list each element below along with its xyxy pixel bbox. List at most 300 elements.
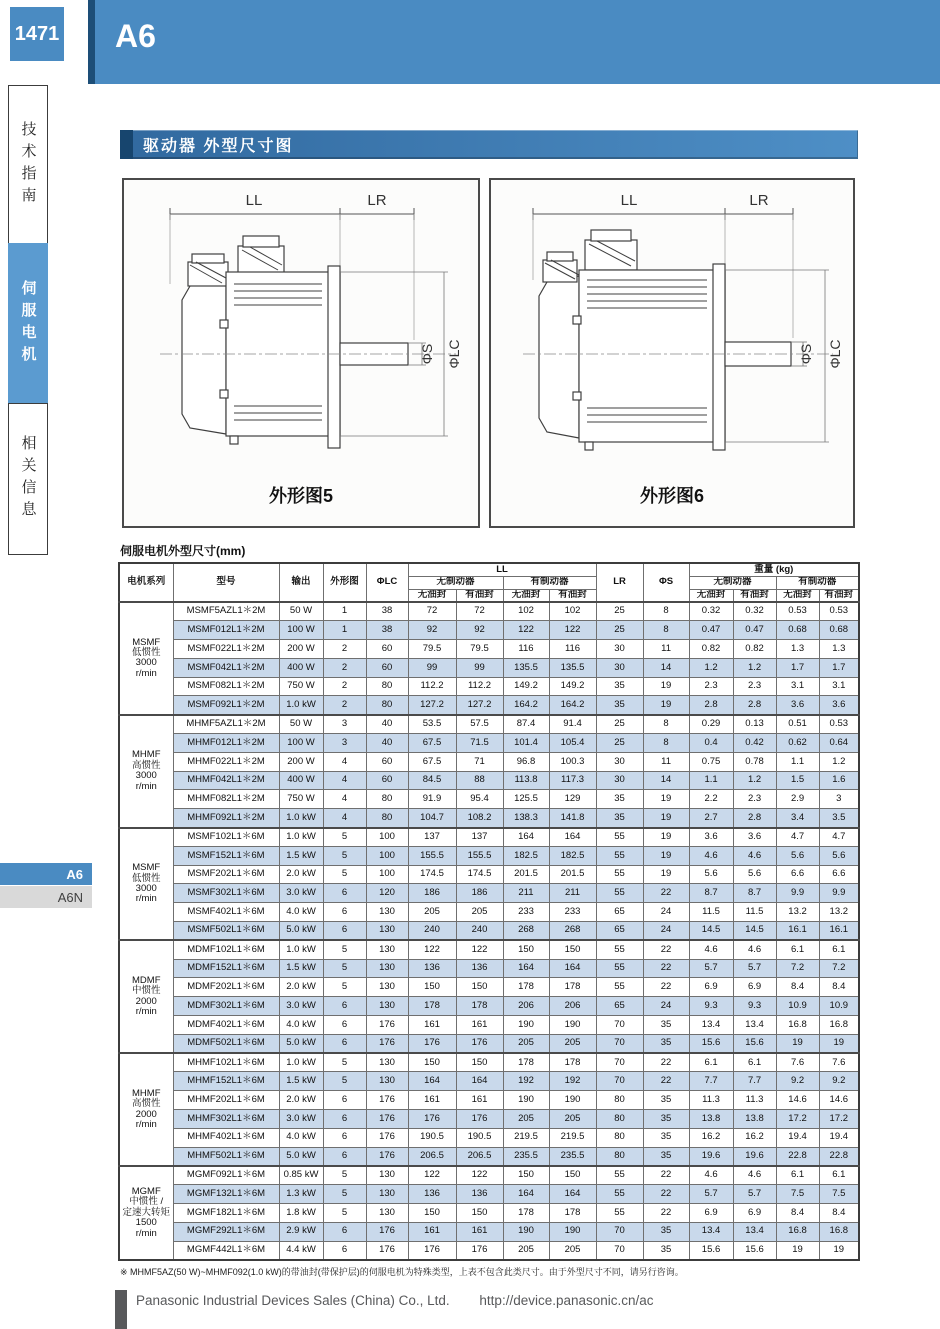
value-cell: 200 W [279, 640, 323, 659]
value-cell: 9.2 [776, 1072, 819, 1091]
value-cell: 6.6 [819, 865, 859, 884]
value-cell: 3.1 [776, 677, 819, 696]
model-cell: MGMF442L1＊6M [173, 1241, 279, 1260]
value-cell: 2.2 [689, 790, 733, 809]
value-cell: 176 [366, 1128, 408, 1147]
tab-a6n[interactable] [0, 886, 92, 908]
value-cell: 22 [643, 1185, 689, 1204]
value-cell: 2.0 kW [279, 978, 323, 997]
value-cell: 116 [503, 640, 549, 659]
model-cell: MHMF042L1＊2M [173, 771, 279, 790]
table-row [119, 959, 859, 978]
value-cell: 137 [456, 828, 503, 847]
value-cell: 182.5 [503, 846, 549, 865]
sidebar-item-related-info[interactable] [8, 403, 48, 555]
value-cell: 6.1 [689, 1053, 733, 1072]
value-cell: 5 [323, 1072, 366, 1091]
col-header-no-seal: 无油封 [689, 589, 733, 602]
value-cell: 127.2 [408, 696, 456, 715]
value-cell: 164 [549, 828, 596, 847]
value-cell: 178 [503, 978, 549, 997]
sidebar-item-label: 技术指南 [19, 121, 37, 209]
value-cell: 35 [643, 1222, 689, 1241]
value-cell: 4.7 [819, 828, 859, 847]
dim-label-lr: LR [367, 192, 387, 209]
value-cell: 1.0 kW [279, 809, 323, 828]
model-cell: MSMF202L1＊6M [173, 865, 279, 884]
value-cell: 55 [596, 978, 643, 997]
sidebar-item-tech-guide[interactable] [8, 85, 48, 245]
value-cell: 4 [323, 752, 366, 771]
value-cell: 161 [456, 1016, 503, 1035]
value-cell: 8.7 [689, 884, 733, 903]
table-row [119, 1166, 859, 1185]
value-cell: 176 [456, 1034, 503, 1053]
value-cell: 0.64 [819, 734, 859, 753]
value-cell: 91.4 [549, 715, 596, 734]
value-cell: 0.47 [733, 621, 776, 640]
value-cell: 6 [323, 1091, 366, 1110]
table-row [119, 1034, 859, 1053]
value-cell: 6.9 [689, 978, 733, 997]
value-cell: 6 [323, 1241, 366, 1260]
value-cell: 0.75 [689, 752, 733, 771]
value-cell: 130 [366, 1166, 408, 1185]
value-cell: 4.0 kW [279, 1016, 323, 1035]
value-cell: 108.2 [456, 809, 503, 828]
value-cell: 150 [456, 1204, 503, 1223]
value-cell: 24 [643, 922, 689, 941]
model-cell: MHMF102L1＊6M [173, 1053, 279, 1072]
value-cell: 70 [596, 1241, 643, 1260]
value-cell: 1.0 kW [279, 1053, 323, 1072]
footer-company: Panasonic Industrial Devices Sales (China) Co., Ltd. [136, 1293, 450, 1308]
value-cell: 16.2 [689, 1128, 733, 1147]
value-cell: 13.4 [733, 1222, 776, 1241]
value-cell: 1.3 kW [279, 1185, 323, 1204]
value-cell: 105.4 [549, 734, 596, 753]
value-cell: 5.0 kW [279, 1147, 323, 1166]
value-cell: 14 [643, 658, 689, 677]
value-cell: 2 [323, 640, 366, 659]
dim-label-phi-lc: ΦLC [446, 339, 462, 369]
value-cell: 2 [323, 658, 366, 677]
value-cell: 205 [503, 1110, 549, 1129]
value-cell: 190 [549, 1222, 596, 1241]
value-cell: 55 [596, 846, 643, 865]
value-cell: 122 [503, 621, 549, 640]
col-header-with-seal: 有油封 [456, 589, 503, 602]
value-cell: 268 [503, 922, 549, 941]
value-cell: 72 [456, 602, 503, 621]
value-cell: 2.9 [776, 790, 819, 809]
value-cell: 80 [366, 677, 408, 696]
value-cell: 164 [549, 1185, 596, 1204]
value-cell: 0.32 [733, 602, 776, 621]
tab-a6[interactable] [0, 863, 92, 885]
value-cell: 5.6 [776, 846, 819, 865]
table-row [119, 602, 859, 621]
value-cell: 102 [503, 602, 549, 621]
value-cell: 201.5 [549, 865, 596, 884]
model-cell: MSMF022L1＊2M [173, 640, 279, 659]
value-cell: 50 W [279, 602, 323, 621]
dimensions-table-wrapper [118, 562, 858, 1261]
value-cell: 8.4 [776, 1204, 819, 1223]
value-cell: 117.3 [549, 771, 596, 790]
value-cell: 2 [323, 677, 366, 696]
value-cell: 35 [643, 1241, 689, 1260]
masthead-divider [88, 0, 95, 84]
value-cell: 1.8 kW [279, 1204, 323, 1223]
value-cell: 16.8 [776, 1222, 819, 1241]
col-header-with-seal: 有油封 [549, 589, 596, 602]
figure-caption: 外形图5 [268, 486, 333, 506]
table-row [119, 752, 859, 771]
value-cell: 0.32 [689, 602, 733, 621]
value-cell: 190 [503, 1016, 549, 1035]
value-cell: 5.6 [733, 865, 776, 884]
value-cell: 235.5 [549, 1147, 596, 1166]
value-cell: 5 [323, 1185, 366, 1204]
value-cell: 5.7 [689, 1185, 733, 1204]
dim-label-ll: LL [620, 192, 638, 209]
value-cell: 164 [503, 1185, 549, 1204]
table-row [119, 677, 859, 696]
tab-label: A6N [57, 889, 83, 905]
value-cell: 3.0 kW [279, 884, 323, 903]
value-cell: 174.5 [456, 865, 503, 884]
value-cell: 6 [323, 1016, 366, 1035]
value-cell: 7.6 [776, 1053, 819, 1072]
table-row [119, 1091, 859, 1110]
value-cell: 5.7 [733, 959, 776, 978]
value-cell: 102 [549, 602, 596, 621]
value-cell: 19 [819, 1034, 859, 1053]
value-cell: 2.7 [689, 809, 733, 828]
model-cell: MDMF202L1＊6M [173, 978, 279, 997]
model-cell: MHMF302L1＊6M [173, 1110, 279, 1129]
value-cell: 122 [456, 1166, 503, 1185]
value-cell: 95.4 [456, 790, 503, 809]
section-header [120, 130, 858, 159]
series-title: A6 [115, 18, 156, 54]
value-cell: 164.2 [503, 696, 549, 715]
value-cell: 3.6 [689, 828, 733, 847]
model-cell: MHMF152L1＊6M [173, 1072, 279, 1091]
value-cell: 55 [596, 1185, 643, 1204]
value-cell: 205 [549, 1110, 596, 1129]
value-cell: 3 [323, 715, 366, 734]
value-cell: 8 [643, 602, 689, 621]
value-cell: 38 [366, 621, 408, 640]
table-row [119, 715, 859, 734]
value-cell: 8.7 [733, 884, 776, 903]
value-cell: 2.8 [733, 696, 776, 715]
value-cell: 80 [366, 809, 408, 828]
value-cell: 14.5 [689, 922, 733, 941]
value-cell: 0.68 [776, 621, 819, 640]
value-cell: 100 W [279, 621, 323, 640]
value-cell: 130 [366, 978, 408, 997]
value-cell: 57.5 [456, 715, 503, 734]
value-cell: 1.5 kW [279, 846, 323, 865]
value-cell: 2.0 kW [279, 865, 323, 884]
value-cell: 70 [596, 1053, 643, 1072]
masthead [95, 0, 940, 84]
value-cell: 96.8 [503, 752, 549, 771]
value-cell: 130 [366, 1185, 408, 1204]
table-row [119, 771, 859, 790]
value-cell: 233 [503, 903, 549, 922]
value-cell: 190 [503, 1091, 549, 1110]
value-cell: 206 [503, 997, 549, 1016]
value-cell: 5.6 [689, 865, 733, 884]
value-cell: 70 [596, 1072, 643, 1091]
value-cell: 19.6 [689, 1147, 733, 1166]
value-cell: 9.3 [733, 997, 776, 1016]
value-cell: 135.5 [549, 658, 596, 677]
value-cell: 35 [596, 809, 643, 828]
model-cell: MHMF022L1＊2M [173, 752, 279, 771]
value-cell: 4.6 [733, 940, 776, 959]
table-title: 伺服电机外型尺寸(mm) [120, 544, 246, 558]
model-cell: MHMF502L1＊6M [173, 1147, 279, 1166]
value-cell: 4.0 kW [279, 1128, 323, 1147]
value-cell: 400 W [279, 658, 323, 677]
table-row [119, 1128, 859, 1147]
value-cell: 192 [549, 1072, 596, 1091]
value-cell: 11.3 [689, 1091, 733, 1110]
value-cell: 8 [643, 734, 689, 753]
value-cell: 125.5 [503, 790, 549, 809]
value-cell: 16.2 [733, 1128, 776, 1147]
value-cell: 150 [456, 1053, 503, 1072]
value-cell: 80 [596, 1110, 643, 1129]
value-cell: 11 [643, 752, 689, 771]
value-cell: 112.2 [408, 677, 456, 696]
value-cell: 164 [408, 1072, 456, 1091]
value-cell: 1.5 kW [279, 1072, 323, 1091]
value-cell: 190 [549, 1016, 596, 1035]
value-cell: 19 [643, 865, 689, 884]
value-cell: 0.62 [776, 734, 819, 753]
value-cell: 35 [643, 1091, 689, 1110]
value-cell: 13.8 [689, 1110, 733, 1129]
value-cell: 60 [366, 658, 408, 677]
value-cell: 122 [408, 1166, 456, 1185]
value-cell: 164 [549, 959, 596, 978]
value-cell: 100.3 [549, 752, 596, 771]
footer-accent-bar [115, 1290, 127, 1329]
model-cell: MHMF202L1＊6M [173, 1091, 279, 1110]
value-cell: 4.6 [689, 846, 733, 865]
value-cell: 0.42 [733, 734, 776, 753]
value-cell: 19 [643, 846, 689, 865]
value-cell: 1.0 kW [279, 940, 323, 959]
value-cell: 176 [408, 1241, 456, 1260]
value-cell: 1.1 [776, 752, 819, 771]
value-cell: 13.8 [733, 1110, 776, 1129]
value-cell: 129 [549, 790, 596, 809]
value-cell: 80 [596, 1147, 643, 1166]
value-cell: 200 W [279, 752, 323, 771]
model-cell: MGMF092L1＊6M [173, 1166, 279, 1185]
dim-label-phi-lc: ΦLC [827, 339, 843, 369]
value-cell: 155.5 [408, 846, 456, 865]
value-cell: 60 [366, 752, 408, 771]
value-cell: 65 [596, 903, 643, 922]
value-cell: 176 [408, 1034, 456, 1053]
series-cell: MHMF 高惯性 2000 r/min [119, 1053, 173, 1166]
figure-caption: 外形图6 [639, 486, 704, 506]
value-cell: 4.6 [733, 846, 776, 865]
sidebar-item-label: 相关信息 [19, 435, 37, 523]
value-cell: 6 [323, 997, 366, 1016]
value-cell: 136 [456, 1185, 503, 1204]
value-cell: 70 [596, 1222, 643, 1241]
model-cell: MDMF102L1＊6M [173, 940, 279, 959]
value-cell: 190 [503, 1222, 549, 1241]
col-header-no-seal: 无油封 [408, 589, 456, 602]
value-cell: 6.9 [689, 1204, 733, 1223]
value-cell: 14.6 [819, 1091, 859, 1110]
value-cell: 1.5 kW [279, 959, 323, 978]
value-cell: 2.8 [733, 809, 776, 828]
value-cell: 35 [596, 677, 643, 696]
value-cell: 130 [366, 959, 408, 978]
value-cell: 6 [323, 884, 366, 903]
table-row [119, 734, 859, 753]
col-header-ll: LL [408, 563, 596, 576]
value-cell: 13.4 [733, 1016, 776, 1035]
value-cell: 164.2 [549, 696, 596, 715]
value-cell: 5.0 kW [279, 922, 323, 941]
value-cell: 3.6 [776, 696, 819, 715]
col-header-with-seal: 有油封 [733, 589, 776, 602]
value-cell: 240 [456, 922, 503, 941]
value-cell: 10.9 [776, 997, 819, 1016]
value-cell: 9.9 [776, 884, 819, 903]
value-cell: 70 [596, 1034, 643, 1053]
value-cell: 6 [323, 1147, 366, 1166]
value-cell: 1 [323, 621, 366, 640]
value-cell: 16.1 [819, 922, 859, 941]
value-cell: 122 [408, 940, 456, 959]
table-row [119, 1072, 859, 1091]
value-cell: 25 [596, 734, 643, 753]
value-cell: 5 [323, 978, 366, 997]
value-cell: 205 [503, 1241, 549, 1260]
value-cell: 16.1 [776, 922, 819, 941]
value-cell: 80 [366, 696, 408, 715]
table-row [119, 1110, 859, 1129]
table-row [119, 978, 859, 997]
value-cell: 141.8 [549, 809, 596, 828]
value-cell: 0.51 [776, 715, 819, 734]
value-cell: 150 [503, 1166, 549, 1185]
value-cell: 35 [643, 1110, 689, 1129]
value-cell: 122 [549, 621, 596, 640]
value-cell: 113.8 [503, 771, 549, 790]
value-cell: 22.8 [819, 1147, 859, 1166]
col-header-no-brake: 无制动器 [689, 576, 776, 589]
value-cell: 3.6 [733, 828, 776, 847]
value-cell: 176 [366, 1147, 408, 1166]
value-cell: 15.6 [733, 1034, 776, 1053]
value-cell: 80 [366, 790, 408, 809]
value-cell: 130 [366, 903, 408, 922]
value-cell: 22 [643, 940, 689, 959]
table-row [119, 1185, 859, 1204]
model-cell: MDMF152L1＊6M [173, 959, 279, 978]
value-cell: 19.4 [776, 1128, 819, 1147]
value-cell: 13.4 [689, 1016, 733, 1035]
model-cell: MHMF5AZL1＊2M [173, 715, 279, 734]
model-cell: MSMF302L1＊6M [173, 884, 279, 903]
value-cell: 35 [596, 696, 643, 715]
value-cell: 4.6 [733, 1166, 776, 1185]
col-header-fig: 外形图 [323, 563, 366, 602]
value-cell: 1 [323, 602, 366, 621]
value-cell: 1.7 [819, 658, 859, 677]
value-cell: 11.3 [733, 1091, 776, 1110]
value-cell: 211 [503, 884, 549, 903]
value-cell: 4.7 [776, 828, 819, 847]
value-cell: 13.2 [819, 903, 859, 922]
table-row [119, 1016, 859, 1035]
value-cell: 2.3 [733, 677, 776, 696]
value-cell: 8 [643, 715, 689, 734]
value-cell: 178 [408, 997, 456, 1016]
value-cell: 92 [408, 621, 456, 640]
value-cell: 2 [323, 696, 366, 715]
model-cell: MGMF132L1＊6M [173, 1185, 279, 1204]
value-cell: 201.5 [503, 865, 549, 884]
value-cell: 206 [549, 997, 596, 1016]
value-cell: 30 [596, 658, 643, 677]
value-cell: 91.9 [408, 790, 456, 809]
value-cell: 0.53 [819, 715, 859, 734]
value-cell: 4.4 kW [279, 1241, 323, 1260]
value-cell: 176 [456, 1241, 503, 1260]
model-cell: MSMF152L1＊6M [173, 846, 279, 865]
value-cell: 5 [323, 959, 366, 978]
footer-url[interactable]: http://device.panasonic.cn/ac [479, 1293, 654, 1308]
value-cell: 25 [596, 602, 643, 621]
value-cell: 30 [596, 752, 643, 771]
series-cell: MGMF 中惯性 / 定速大转矩 1500 r/min [119, 1166, 173, 1260]
value-cell: 25 [596, 621, 643, 640]
value-cell: 205 [408, 903, 456, 922]
value-cell: 4.6 [689, 940, 733, 959]
value-cell: 164 [503, 828, 549, 847]
table-row [119, 621, 859, 640]
value-cell: 0.53 [776, 602, 819, 621]
value-cell: 19 [643, 677, 689, 696]
value-cell: 53.5 [408, 715, 456, 734]
value-cell: 178 [456, 997, 503, 1016]
sidebar-item-servo-motor[interactable] [8, 243, 48, 405]
col-header-model: 型号 [173, 563, 279, 602]
value-cell: 92 [456, 621, 503, 640]
value-cell: 178 [503, 1204, 549, 1223]
value-cell: 7.2 [819, 959, 859, 978]
value-cell: 186 [456, 884, 503, 903]
footer [136, 1293, 654, 1308]
value-cell: 35 [643, 1016, 689, 1035]
value-cell: 190.5 [456, 1128, 503, 1147]
